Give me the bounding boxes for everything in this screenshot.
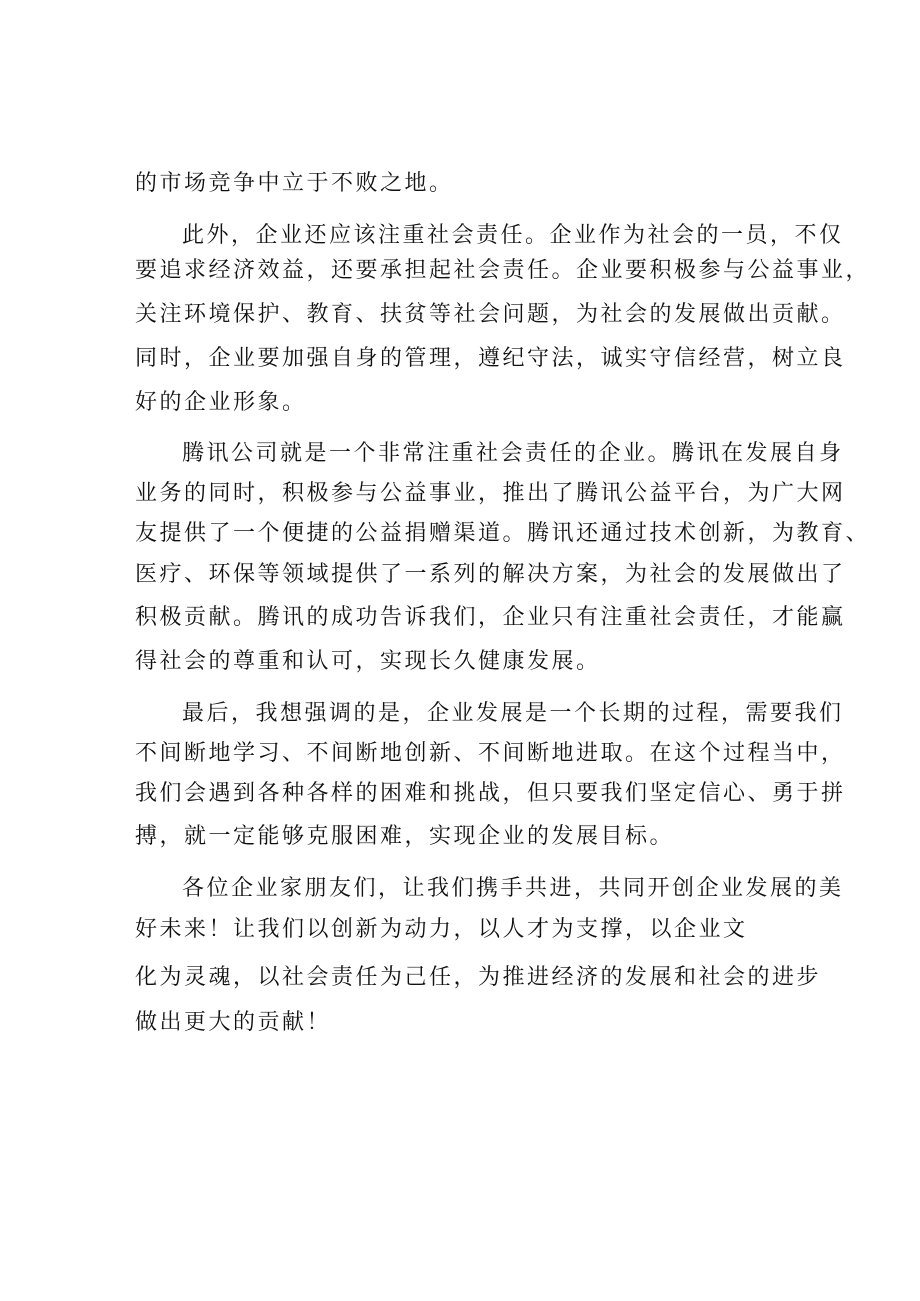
text-line: 医疗、环保等领域提供了一系列的解决方案，为社会的发展做出了 xyxy=(135,562,846,587)
text-line: 各位企业家朋友们，让我们携手共进，共同开创企业发展的美 xyxy=(182,876,844,901)
text-line: 我们会遇到各种各样的困难和挑战，但只要我们坚定信心、勇于拼 xyxy=(135,781,846,806)
text-line: 友提供了一个便捷的公益捐赠渠道。腾讯还通过技术创新，为教育、 xyxy=(135,521,871,546)
text-line: 得社会的尊重和认可，实现长久健康发展。 xyxy=(135,649,601,674)
text-line: 搏，就一定能够克服困难，实现企业的发展目标。 xyxy=(135,824,675,849)
text-line: 积极贡献。腾讯的成功告诉我们，企业只有注重社会责任，才能赢 xyxy=(135,605,846,630)
text-line: 此外，企业还应该注重社会责任。企业作为社会的一员，不仅 xyxy=(182,223,844,248)
text-line: 关注环境保护、教育、扶贫等社会问题，为社会的发展做出贡献。 xyxy=(135,302,846,327)
text-line: 化为灵魂，以社会责任为己任，为推进经济的发展和社会的进步 xyxy=(135,965,822,990)
text-line: 最后，我想强调的是，企业发展是一个长期的过程，需要我们 xyxy=(182,701,844,726)
text-line: 好未来！让我们以创新为动力，以人才为支撑，以企业文 xyxy=(135,917,748,942)
text-line: 的市场竞争中立于不败之地。 xyxy=(135,171,454,196)
text-line: 要追求经济效益，还要承担起社会责任。企业要积极参与公益事业， xyxy=(135,258,871,283)
text-line: 腾讯公司就是一个非常注重社会责任的企业。腾讯在发展自身 xyxy=(182,441,844,466)
text-line: 同时，企业要加强自身的管理，遵纪守法，诚实守信经营，树立良 xyxy=(135,346,846,371)
text-line: 业务的同时，积极参与公益事业，推出了腾讯公益平台，为广大网 xyxy=(135,481,846,506)
text-line: 不间断地学习、不间断地创新、不间断地进取。在这个过程当中， xyxy=(135,741,846,766)
text-line: 好的企业形象。 xyxy=(135,390,307,415)
text-line: 做出更大的贡献！ xyxy=(135,1010,332,1035)
